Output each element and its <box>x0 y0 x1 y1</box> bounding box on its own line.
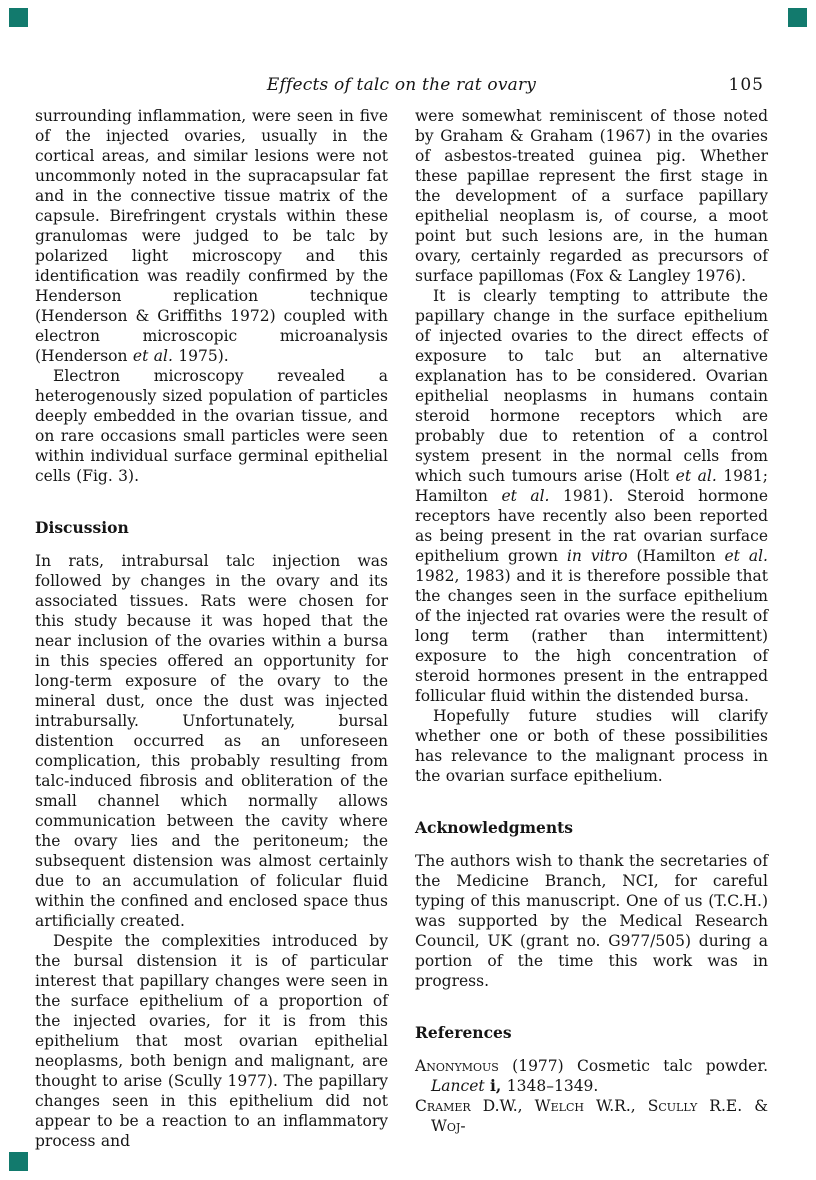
left-column <box>35 106 388 1151</box>
paragraph-clearly-tempting: It is clearly tempting to attribute the papillary change in the surface epithelium of injected ovaries to the direct effects of exposure to talc but an alternative explanation has to be considered. Ovarian epithelial neoplasms in humans contain steroid hormone receptors which are probably due to retention of a control system present in the normal cells from which such tumours arise (Holt et al. 1981; Hamilton et al. 1981). Steroid hormone receptors have recently also been reported as being present in the rat ovarian surface epithelium grown in vitro (Hamilton et al. 1982, 1983) and it is therefore possible that the changes seen in the surface epithelium of the injected rat ovaries were the result of long term (rather than intermittent) exposure to the high concentration of steroid hormones present in the entrapped follicular fluid within the distended bursa. <box>415 287 768 705</box>
reference-entry-cramer: Cramer D.W., Welch W.R., Scully R.E. & Woj- <box>415 1097 768 1135</box>
section-heading-discussion: Discussion <box>35 518 129 537</box>
paragraph-in-rats: In rats, intrabursal talc injection was followed by changes in the ovary and its associated tissues. Rats were chosen for this study because it was hoped that the near inclusion of the ovaries within a bursa in this species offered an opportunity for long-term exposure of the ovary to the mineral dust, once the dust was injected intrabursally. Unfortunately, bursal distention occurred as an unforeseen complication, this probably resulting from talc-induced fibrosis and obliteration of the small channel which normally allows communication between the cavity where the ovary lies and the peritoneum; the subsequent distension was almost certainly due to an accumulation of folicular fluid within the confined and enclosed space thus artificially created. <box>35 552 388 930</box>
running-head: Effects of talc on the rat ovary <box>266 75 537 95</box>
paragraph-electron-microscopy: Electron microscopy revealed a heterogenously sized population of particles deeply embedded in the ovarian tissue, and on rare occasions small particles were seen within individual surface germinal epithelial cells (Fig. 3). <box>35 367 388 485</box>
two-column-text-block <box>35 106 768 1151</box>
reference-entry-anonymous: Anonymous (1977) Cosmetic talc powder. Lancet i, 1348–1349. <box>415 1057 768 1095</box>
corner-marker-bottom-left <box>9 1152 28 1171</box>
page-number: 105 <box>728 75 764 95</box>
section-heading-acknowledgments: Acknowledgments <box>415 818 573 837</box>
paragraph-hopefully-future: Hopefully future studies will clarify whether one or both of these possibilities has relevance to the malignant process in the ovarian surface epithelium. <box>415 707 768 785</box>
section-heading-references: References <box>415 1023 512 1042</box>
corner-marker-top-left <box>9 8 28 27</box>
paragraph-were-somewhat: were somewhat reminiscent of those noted by Graham & Graham (1967) in the ovaries of asbestos-treated guinea pig. Whether these papillae represent the first stage in the development of a surface papillary epithelial neoplasm is, of course, a moot point but such lesions are, in the human ovary, certainly regarded as precursors of surface papillomas (Fox & Langley 1976). <box>415 107 768 285</box>
corner-marker-top-right <box>788 8 807 27</box>
paragraph-acknowledgments: The authors wish to thank the secretaries of the Medicine Branch, NCI, for careful typing of this manuscript. One of us (T.C.H.) was supported by the Medical Research Council, UK (grant no. G977/505) during a portion of the time this work was in progress. <box>415 852 768 990</box>
right-column <box>415 106 768 1151</box>
page-header <box>35 74 768 96</box>
paragraph-surrounding-inflammation: surrounding inflammation, were seen in five of the injected ovaries, usually in the cortical areas, and similar lesions were not uncommonly noted in the supracapsular fat and in the connective tissue matrix of the capsule. Birefringent crystals within these granulomas were judged to be talc by polarized light microscopy and this identification was readily confirmed by the Henderson replication technique (Henderson & Griffiths 1972) coupled with electron microscopic microanalysis (Henderson et al. 1975). <box>35 107 388 365</box>
paragraph-despite-complexities: Despite the complexities introduced by the bursal distension it is of particular interest that papillary changes were seen in the surface epithelium of a proportion of the injected ovaries, for it is from this epithelium that most ovarian epithelial neoplasms, both benign and malignant, are thought to arise (Scully 1977). The papillary changes seen in this epithelium did not appear to be a reaction to an inflammatory process and <box>35 932 388 1150</box>
